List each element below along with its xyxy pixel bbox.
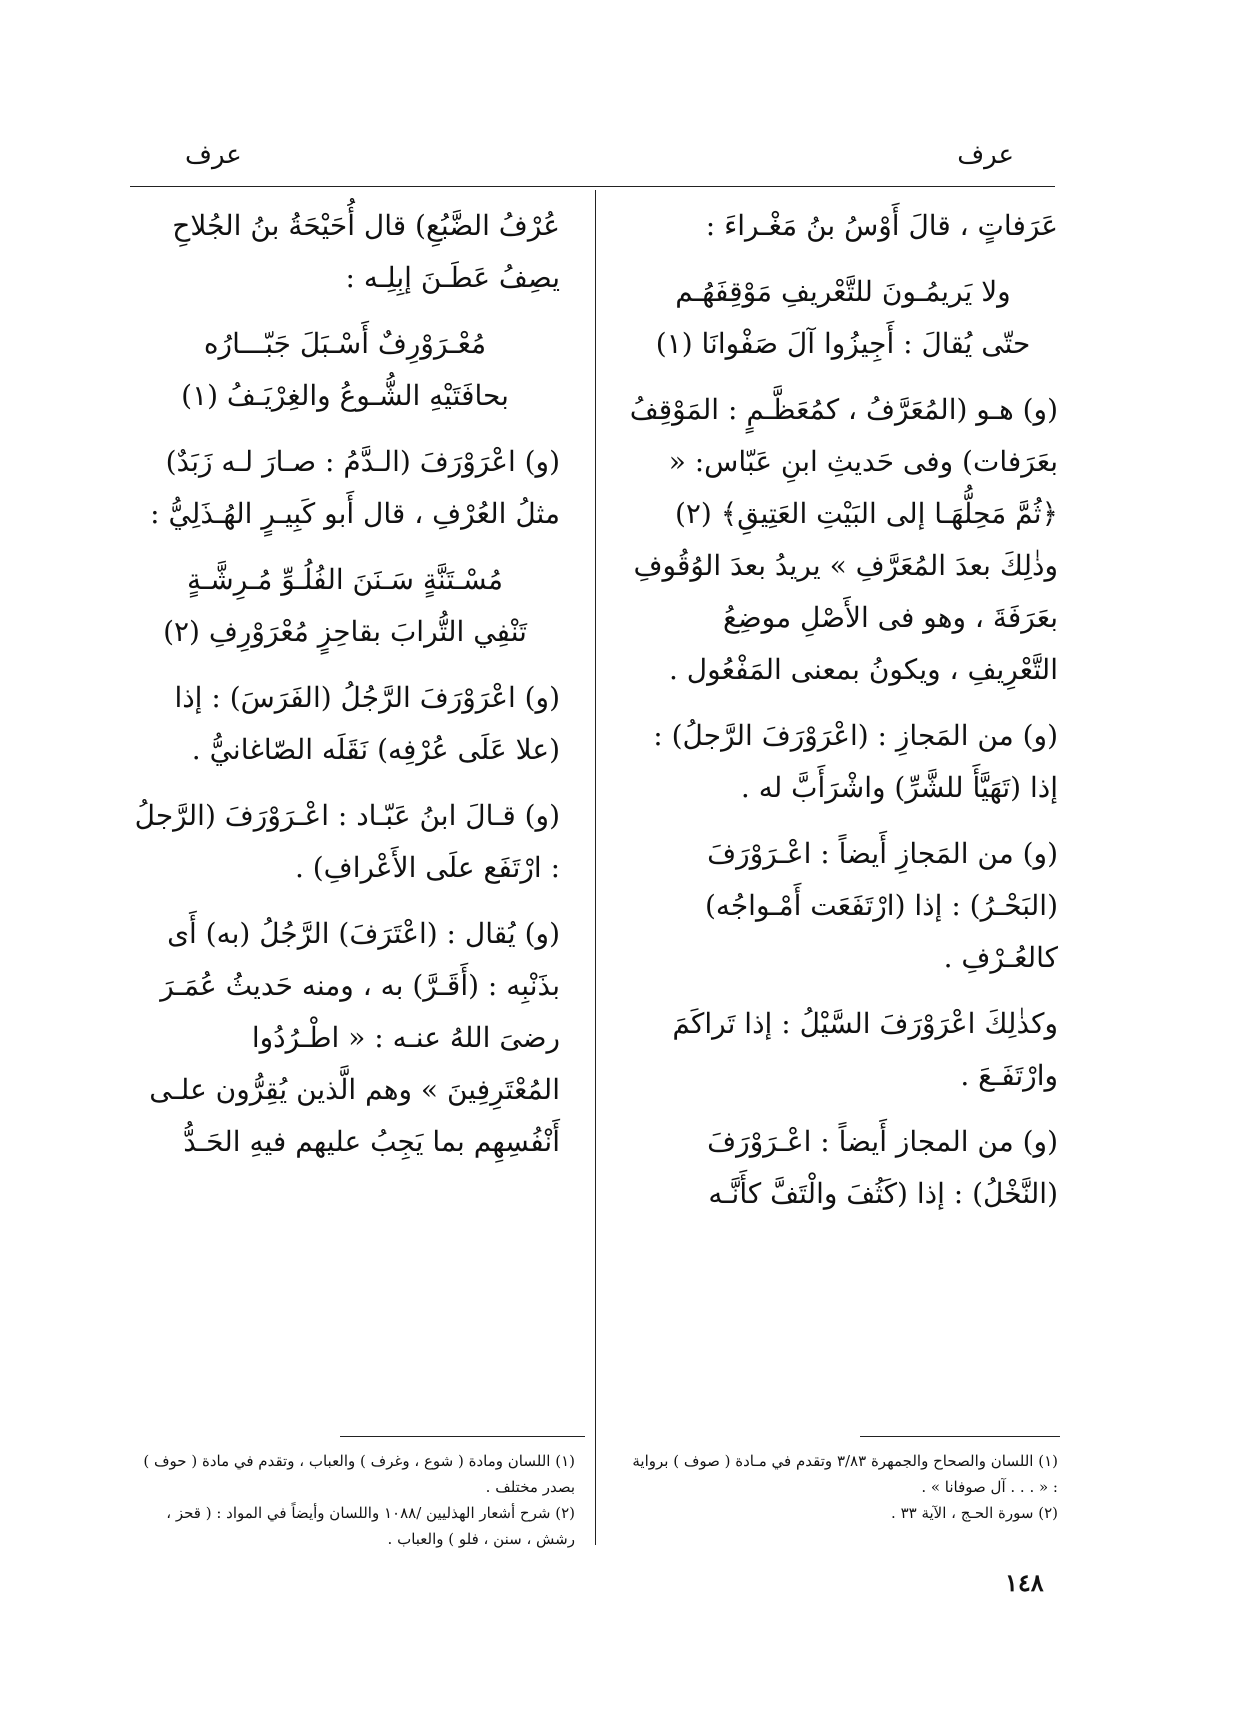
footnote: (١) اللسان ومادة ( شوع ، وغرف ) والعباب ، وتقدم في مادة ( حوف ) بصدر مختلف .: [143, 1452, 575, 1496]
footnotes-right: [628, 1448, 1058, 1526]
left-verse-1: [130, 318, 560, 422]
right-paragraph-5: وكذٰلِكَ اعْرَوْرَفَ السَّيْلُ : إذا تَراكَمَ وارْتَفَـعَ .: [672, 1007, 1058, 1092]
verse-line: مُعْـرَوْرِفٌ أَسْـبَلَ جَبّـــارُه: [203, 327, 487, 360]
footnote-rule-left: [340, 1436, 585, 1437]
right-paragraph-4: (و) من المَجازِ أَيضاً : اعْـرَوْرَفَ (البَحْـرُ) : إذا (ارْتَفَعَت أَمْـواجُه) كالعُـرْفِ .: [704, 837, 1058, 974]
running-head-right: عرف: [957, 140, 1014, 170]
right-paragraph-2: (و) هـو (المُعَرَّفُ ، كمُعَظَّـمٍ : المَوْقِفُ بعَرَفات) وفى حَديثِ ابنِ عَبّاس: « ﴿ثُمَّ مَحِلُّهَـا إلى البَيْتِ العَتِيقِ﴾ (٢) وذٰلِكَ بعدَ المُعَرَّفِ » يريدُ بعدَ الوُقُوفِ بعَرَفَةَ ، وهو فى الأَصْلِ موضِعُ التَّعْرِيفِ ، ويكونُ بمعنى المَفْعُول .: [629, 393, 1058, 686]
left-paragraph-5: (و) يُقال : (اعْتَرَفَ) الرَّجُلُ (به) أَى بذَنْبِه : (أَقَـرَّ) به ، ومنه حَديثُ عُمَـرَ رضىَ اللهُ عنـه : « اطْـرُدُوا المُعْتَرِفِينَ » وهم الَّذين يُقِرُّون علـى أَنْفُسِهِم بما يَجِبُ عليهم فيهِ الحَـدُّ: [149, 917, 560, 1158]
left-column: [130, 200, 560, 1182]
left-paragraph-3: (و) اعْرَوْرَفَ الرَّجُلُ (الفَرَسَ) : إذا (علا عَلَى عُرْفِه) نَقَلَه الصّاغانيُّ .: [174, 681, 560, 766]
footnote: (١) اللسان والصحاح والجمهرة ٣/٨٣ وتقدم في مـادة ( صوف ) برواية : « . . . آل صوفانا » .: [632, 1452, 1058, 1496]
verse-line: بحافَتَيْهِ الشُّـوعُ والغِرْيَـفُ (١): [181, 379, 509, 412]
left-paragraph-1: عُرْفُ الضَّبُعِ) قال أُحَيْحَةُ بنُ الجُلاحِ يصِفُ عَطَـنَ إبِلِـه :: [172, 209, 560, 294]
running-head-left: عرف: [185, 140, 242, 170]
right-paragraph-1: عَرَفاتٍ ، قالَ أَوْسُ بنُ مَغْـراءَ :: [705, 209, 1058, 242]
left-paragraph-2: (و) اعْرَوْرَفَ (الـدَّمُ : صـارَ لـه زَبَدٌ) مثلُ العُرْفِ ، قال أَبو كَبِيـرٍ الهُـذَلِيُّ :: [150, 445, 560, 530]
column-divider: [595, 190, 596, 1545]
footnote-rule-right: [860, 1436, 1060, 1437]
footnote: (٢) شرح أشعار الهذليين /١٠٨٨ واللسان وأيضاً في المواد : ( قحز ، رشش ، سنن ، فلو ) والعباب .: [166, 1504, 575, 1548]
verse-line: ولا يَريمُـونَ للتَّعْريفِ مَوْقِفَهُـم: [675, 275, 1011, 308]
verse-line: تَنْفِي التُّرابَ بقاحِزٍ مُعْرَوْرِفِ (٢): [163, 615, 527, 648]
header-rule: [130, 186, 1055, 187]
right-paragraph-3: (و) من المَجازِ : (اعْرَوْرَفَ الرَّجلُ) : إذا (تَهَيَّأَ للشَّرِّ) واشْرَأَبَّ له .: [653, 719, 1058, 804]
footnote: (٢) سورة الحـج ، الآية ٣٣ .: [891, 1504, 1058, 1522]
left-paragraph-4: (و) قـالَ ابنُ عَبّـاد : اعْـرَوْرَفَ (الرَّجلُ : ارْتَفَع علَى الأَعْرافِ) .: [134, 799, 560, 884]
page-number: ١٤٨: [1005, 1568, 1044, 1597]
footnotes-left: [130, 1448, 575, 1552]
left-verse-2: [130, 554, 560, 658]
right-paragraph-6: (و) من المجاز أَيضاً : اعْـرَوْرَفَ (النَّخْلُ) : إذا (كَثُفَ والْتَفَّ كأَنَّـه: [707, 1125, 1058, 1210]
right-column: [628, 200, 1058, 1234]
right-verse-1: [628, 266, 1058, 370]
verse-line: مُسْـتَنَّةٍ سَـنَنَ الفُلُـوِّ مُـرِشَّـةٍ: [187, 563, 503, 596]
verse-line: حتّى يُقالَ : أَجِيزُوا آلَ صَفْوانَا (١): [655, 327, 1031, 360]
